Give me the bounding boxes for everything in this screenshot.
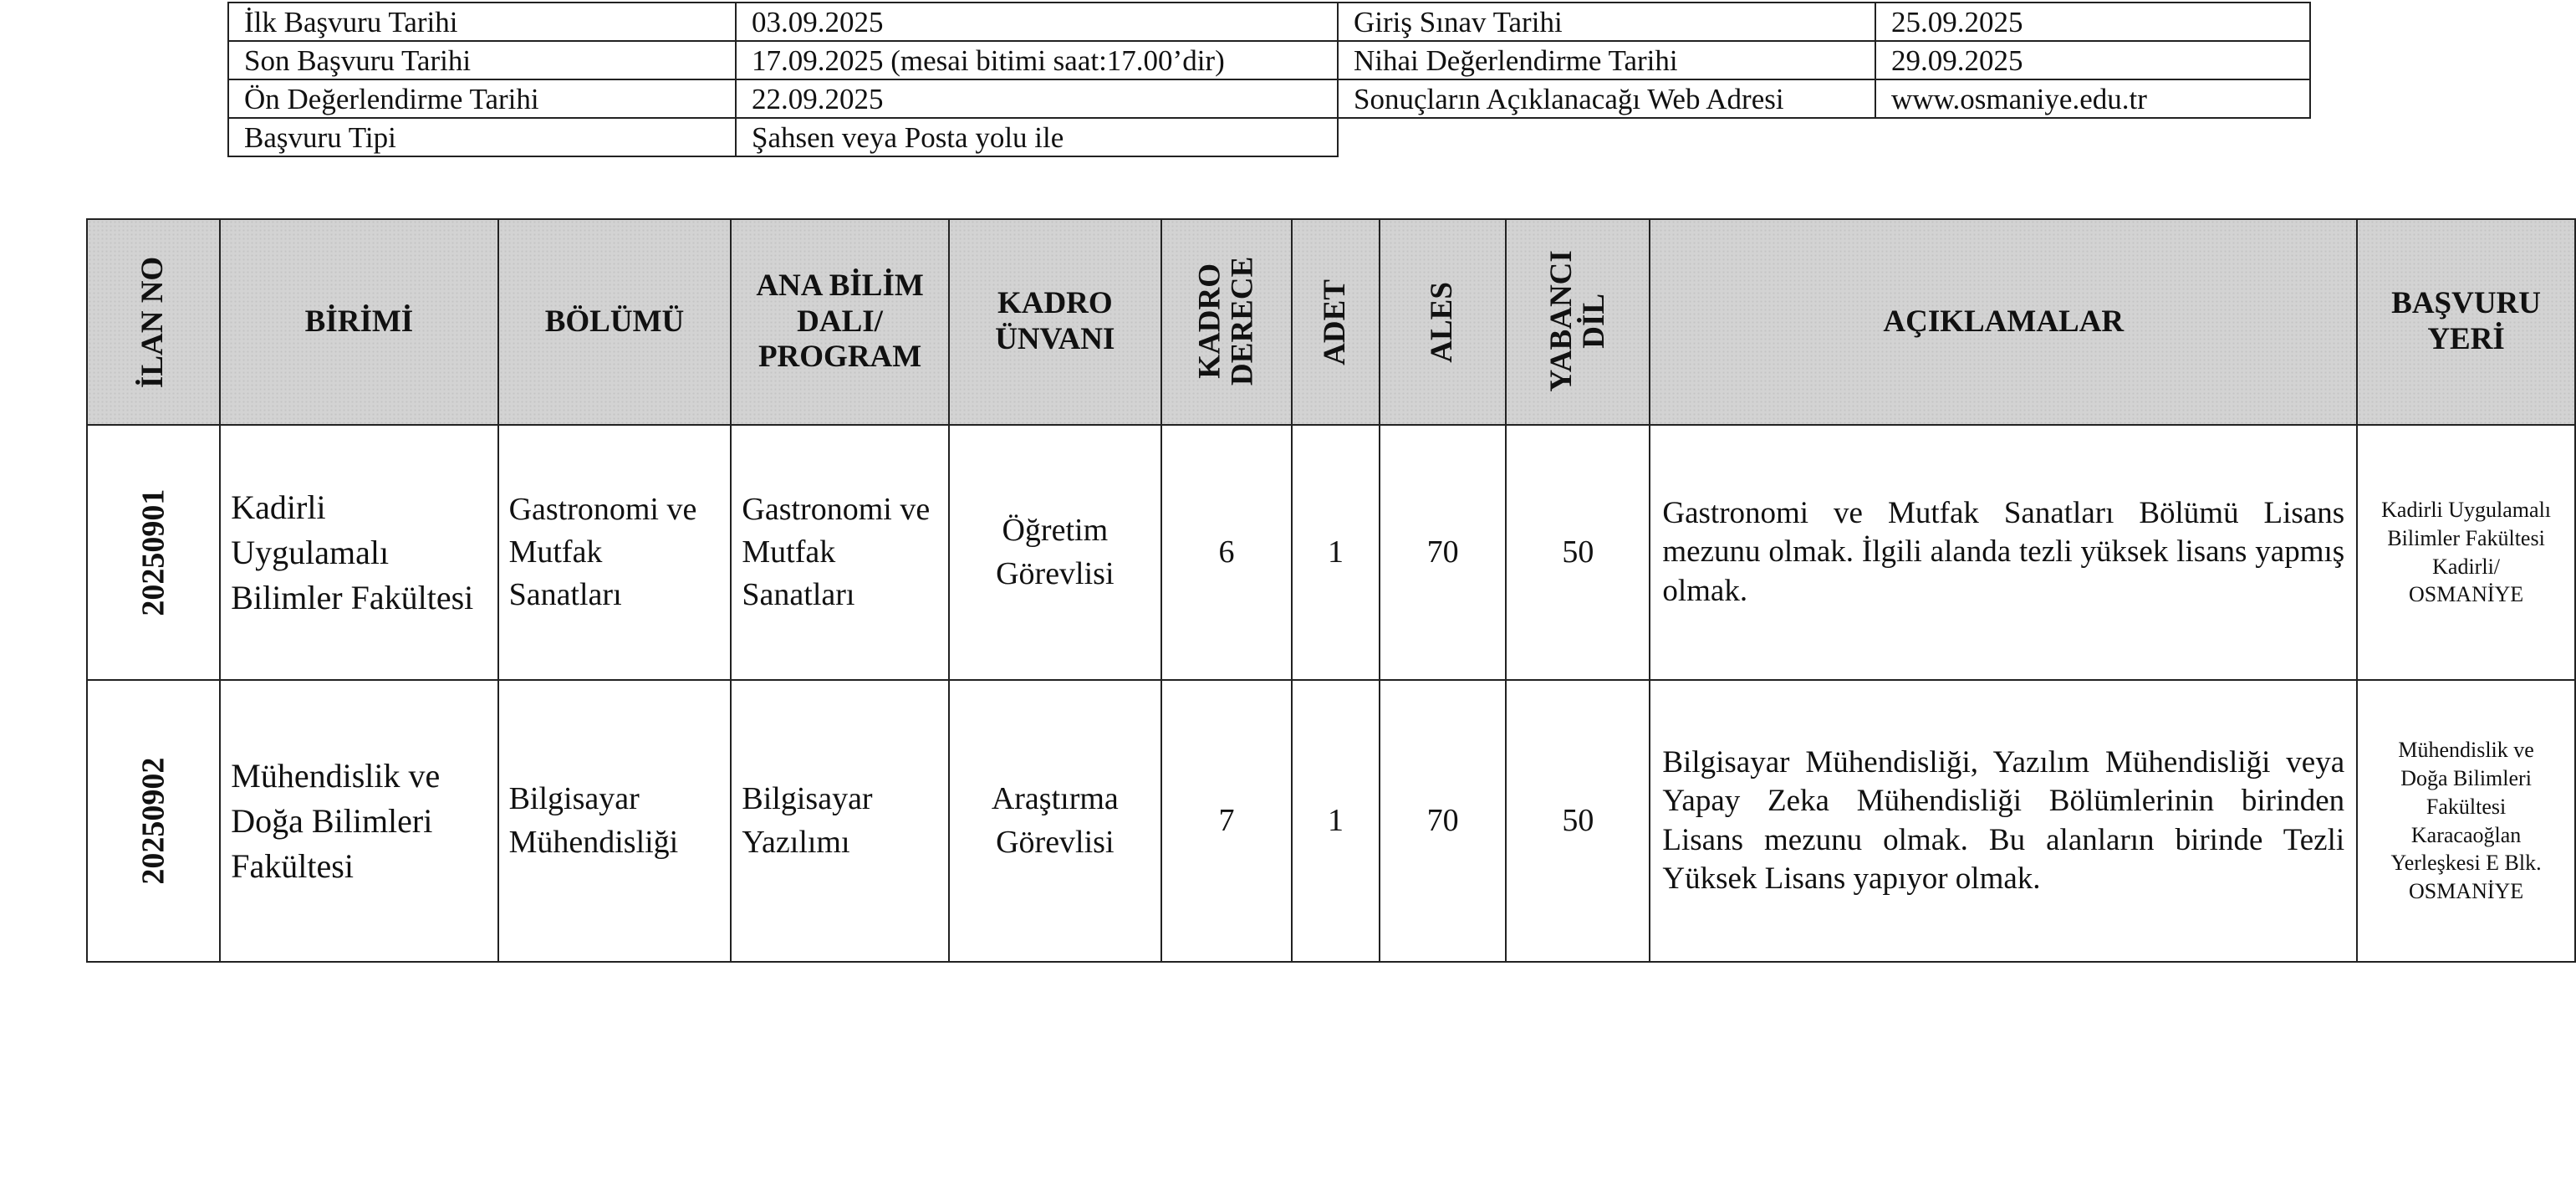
yabanci-dil-cell: 50 <box>1506 680 1650 962</box>
aciklamalar-cell: Gastronomi ve Mutfak Sanatları Bölümü Lisans mezunu olmak. İlgili alanda tezli yüksek lisans yapmış olmak. <box>1650 425 2357 680</box>
bolumu-cell: Gastronomi ve Mutfak Sanatları <box>498 425 732 680</box>
dates-row <box>228 79 2310 118</box>
basvuru-yeri-cell: Kadirli Uygulamalı Bilimler Fakültesi Kadirli/ OSMANİYE <box>2357 425 2575 680</box>
header-aciklamalar: AÇIKLAMALAR <box>1650 219 2357 425</box>
header-bolumu: BÖLÜMÜ <box>498 219 732 425</box>
ilan-no-cell: 20250901 <box>87 425 220 680</box>
application-type-value: Şahsen veya Posta yolu ile <box>736 118 1338 156</box>
date-value: 22.09.2025 <box>736 79 1338 118</box>
header-ales: ALES <box>1380 219 1507 425</box>
date-label: Nihai Değerlendirme Tarihi <box>1338 41 1875 79</box>
empty-cell <box>1875 118 2310 156</box>
kadro-unvani-cell: Araştırma Görevlisi <box>949 680 1161 962</box>
date-label: Giriş Sınav Tarihi <box>1338 3 1875 41</box>
header-ana-bilim-dali: ANA BİLİM DALI/ PROGRAM <box>731 219 948 425</box>
bolumu-cell: Bilgisayar Mühendisliği <box>498 680 732 962</box>
table-row <box>87 425 2575 680</box>
header-adet: ADET <box>1292 219 1380 425</box>
application-dates-table <box>227 2 2311 157</box>
kadro-unvani-cell: Öğretim Görevlisi <box>949 425 1161 680</box>
ales-cell: 70 <box>1380 425 1507 680</box>
job-listings-table <box>86 218 2576 963</box>
birimi-cell: Kadirli Uygulamalı Bilimler Fakültesi <box>220 425 497 680</box>
date-value: 17.09.2025 (mesai bitimi saat:17.00’dir) <box>736 41 1338 79</box>
header-kadro-unvani: KADRO ÜNVANI <box>949 219 1161 425</box>
kadro-derece-cell: 7 <box>1161 680 1292 962</box>
date-label: İlk Başvuru Tarihi <box>228 3 736 41</box>
header-ilan-no: İLAN NO <box>87 219 220 425</box>
web-address-value: www.osmaniye.edu.tr <box>1875 79 2310 118</box>
header-kadro-derece: KADRO DERECE <box>1161 219 1292 425</box>
ilan-no-cell: 20250902 <box>87 680 220 962</box>
date-value: 25.09.2025 <box>1875 3 2310 41</box>
adet-cell: 1 <box>1292 680 1380 962</box>
aciklamalar-cell: Bilgisayar Mühendisliği, Yazılım Mühendisliği veya Yapay Zeka Mühendisliği Bölümlerinin birinden Lisans mezunu olmak. Bu alanların birinde Tezli Yüksek Lisans yapıyor olmak. <box>1650 680 2357 962</box>
date-label: Son Başvuru Tarihi <box>228 41 736 79</box>
empty-cell <box>1338 118 1875 156</box>
dates-row <box>228 118 2310 156</box>
date-value: 29.09.2025 <box>1875 41 2310 79</box>
ana-bilim-dali-cell: Gastronomi ve Mutfak Sanatları <box>731 425 948 680</box>
ales-cell: 70 <box>1380 680 1507 962</box>
yabanci-dil-cell: 50 <box>1506 425 1650 680</box>
date-value: 03.09.2025 <box>736 3 1338 41</box>
header-birimi: BİRİMİ <box>220 219 497 425</box>
header-yabanci-dil: YABANCI DİL <box>1506 219 1650 425</box>
adet-cell: 1 <box>1292 425 1380 680</box>
birimi-cell: Mühendislik ve Doğa Bilimleri Fakültesi <box>220 680 497 962</box>
date-label: Ön Değerlendirme Tarihi <box>228 79 736 118</box>
header-basvuru-yeri: BAŞVURU YERİ <box>2357 219 2575 425</box>
kadro-derece-cell: 6 <box>1161 425 1292 680</box>
dates-row <box>228 41 2310 79</box>
header-row <box>87 219 2575 425</box>
dates-row <box>228 3 2310 41</box>
date-label: Sonuçların Açıklanacağı Web Adresi <box>1338 79 1875 118</box>
ana-bilim-dali-cell: Bilgisayar Yazılımı <box>731 680 948 962</box>
date-label: Başvuru Tipi <box>228 118 736 156</box>
basvuru-yeri-cell: Mühendislik ve Doğa Bilimleri Fakültesi Karacaoğlan Yerleşkesi E Blk. OSMANİYE <box>2357 680 2575 962</box>
table-row <box>87 680 2575 962</box>
